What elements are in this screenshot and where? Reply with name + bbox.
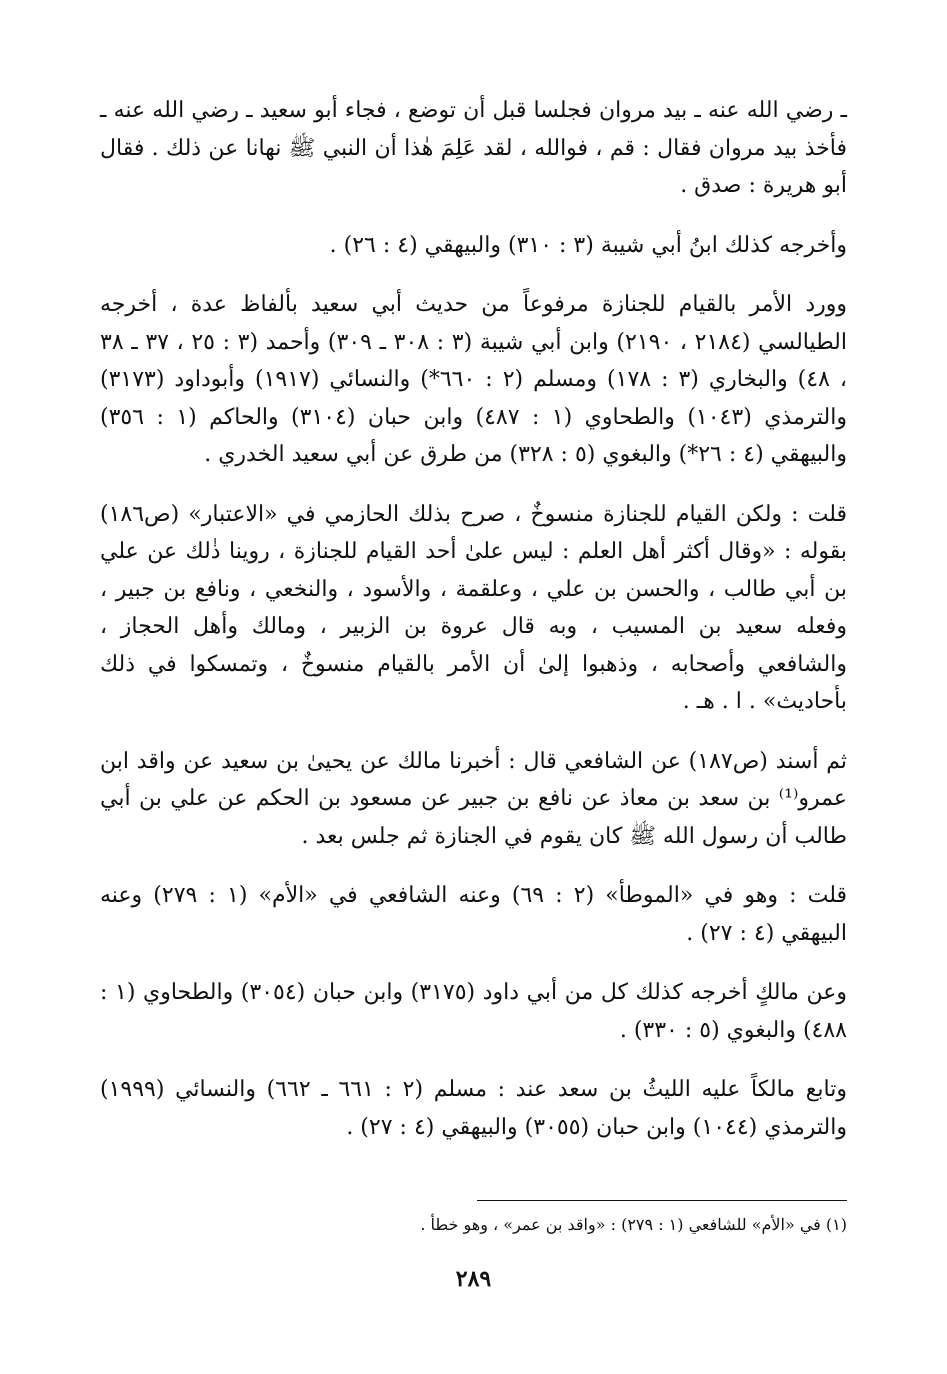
paragraph-3: وورد الأمر بالقيام للجنازة مرفوعاً من حديث أبي سعيد بألفاظ عدة ، أخرجه الطيالسي (٢١٨٤ ، ٢١٩٠) وابن أبي شيبة (٣ : ٣٠٨ ـ ٣٠٩) وأحمد (٣ : ٢٥ ، ٣٧ ـ ٣٨ ، ٤٨) والبخاري (٣ : ١٧٨) ومسلم (٢ : ٦٦٠*) والنسائي (١٩١٧) وأبوداود (٣١٧٣) والترمذي (١٠٤٣) والطحاوي (١ : ٤٨٧) وابن حبان (٣١٠٤) والحاكم (١ : ٣٥٦) والبيهقي (٤ : ٢٦*) والبغوي (٥ : ٣٢٨) من طرق عن أبي سعيد الخدري . (100, 292, 847, 467)
paragraph-6: قلت : وهو في «الموطأ» (٢ : ٦٩) وعنه الشافعي في «الأم» (١ : ٢٧٩) وعنه البيهقي (٤ : ٢٧) . (100, 883, 848, 946)
paragraph-5: ثم أسند (ص١٨٧) عن الشافعي قال : أخبرنا مالك عن يحيىٰ بن سعيد عن واقد ابن عمرو⁽¹⁾ بن سعد بن معاذ عن نافع بن جبير عن مسعود بن الحكم عن علي بن أبي طالب أن رسول الله ﷺ كان يقوم في الجنازة ثم جلس بعد . (100, 748, 848, 849)
paragraph-4: قلت : ولكن القيام للجنازة منسوخٌ ، صرح بذلك الحازمي في «الاعتبار» (ص١٨٦) بقوله : «وقال أكثر أهل العلم : ليس علىٰ أحد القيام للجنازة ، روينا ذٰلك عن علي بن أبي طالب ، والحسن بن علي ، وعلقمة ، والأسود ، والنخعي ، ونافع بن جبير ، وفعله سعيد بن المسيب ، وبه قال عروة بن الزبير ، ومالك وأهل الحجاز ، والشافعي وأصحابه ، وذهبوا إلىٰ أن الأمر بالقيام منسوخٌ ، وتمسكوا في ذلك بأحاديث» . ا . هـ . (100, 501, 847, 714)
main-text (100, 92, 847, 1146)
footnote-divider (477, 1200, 847, 1201)
paragraph-8: وتابع مالكاً عليه الليثُ بن سعد عند : مسلم (٢ : ٦٦١ ـ ٦٦٢) والنسائي (١٩٩٩) والترمذي (١٠٤٤) وابن حبان (٣٠٥٥) والبيهقي (٤ : ٢٧) . (100, 1077, 847, 1140)
paragraph-2: وأخرجه كذلك ابنُ أبي شيبة (٣ : ٣١٠) والبيهقي (٤ : ٢٦) . (329, 232, 847, 258)
page-number: ٢٨٩ (455, 1266, 492, 1292)
paragraph-1: ـ رضي الله عنه ـ بيد مروان فجلسا قبل أن توضع ، فجاء أبو سعيد ـ رضي الله عنه ـ فأخذ بيد مروان فقال : قم ، فوالله ، لقد عَلِمَ هٰذا أن النبي ﷺ نهانا عن ذلك . فقال أبو هريرة : صدق . (100, 98, 847, 198)
footnote: (١) في «الأم» للشافعي (١ : ٢٧٩) : «واقد بن عمر» ، وهو خطأ . (420, 1215, 847, 1234)
paragraph-7: وعن مالكٍ أخرجه كذلك كل من أبي داود (٣١٧٥) وابن حبان (٣٠٥٤) والطحاوي (١ : ٤٨٨) والبغوي (٥ : ٣٣٠) . (100, 980, 848, 1043)
